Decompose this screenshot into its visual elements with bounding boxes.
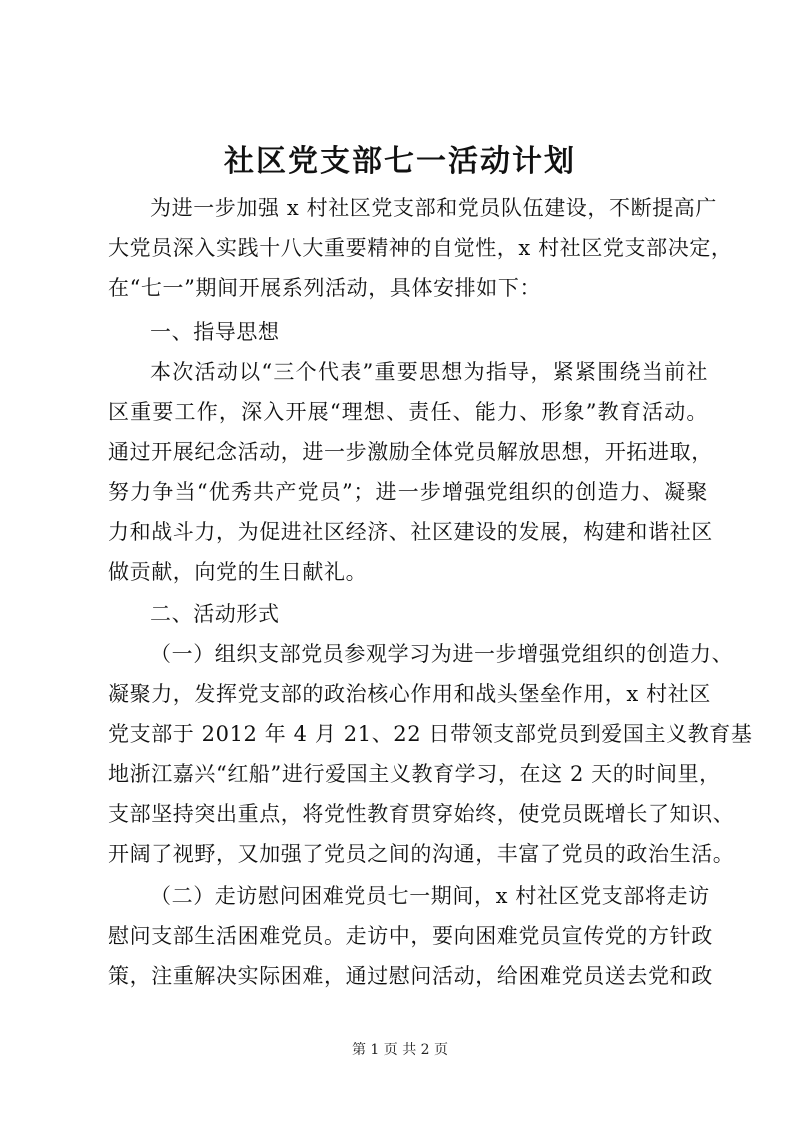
page-number-footer: 第 1 页 共 2 页 (351, 1042, 449, 1058)
paragraph-line: 区重要工作，深入开展“理想、责任、能力、形象”教育活动。 (108, 400, 708, 424)
paragraph-line: 为进一步加强 x 村社区党支部和党员队伍建设，不断提高广 (150, 196, 717, 220)
paragraph-line: 在“七一”期间开展系列活动，具体安排如下： (108, 276, 542, 300)
paragraph-line: 支部坚持突出重点，将党性教育贯穿始终，使党员既增长了知识、 (108, 802, 735, 826)
paragraph-line: （二）走访慰问困难党员七一期间，x 村社区党支部将走访 (150, 884, 710, 908)
paragraph-line: 大党员深入实践十八大重要精神的自觉性，x 村社区党支部决定， (108, 236, 733, 260)
paragraph-line: 党支部于 2012 年 4 月 21、22 日带领支部党员到爱国主义教育基 (108, 722, 753, 746)
paragraph-line: 本次活动以“三个代表”重要思想为指导，紧紧围绕当前社 (150, 360, 708, 384)
paragraph-line: 做贡献，向党的生日献礼。 (108, 560, 368, 584)
paragraph-line: 策，注重解决实际困难，通过慰问活动，给困难党员送去党和政 (108, 964, 713, 988)
paragraph-line: 慰问支部生活困难党员。走访中，要向困难党员宣传党的方针政 (108, 924, 713, 948)
section-heading: 二、活动形式 (150, 602, 280, 626)
paragraph-line: 开阔了视野，又加强了党员之间的沟通，丰富了党员的政治生活。 (108, 842, 735, 866)
paragraph-line: 地浙江嘉兴“红船”进行爱国主义教育学习，在这 2 天的时间里， (108, 762, 721, 786)
paragraph-line: 通过开展纪念活动，进一步激励全体党员解放思想，开拓进取， (108, 440, 713, 464)
section-heading: 一、指导思想 (150, 320, 280, 344)
paragraph-line: （一）组织支部党员参观学习为进一步增强党组织的创造力、 (150, 642, 734, 666)
paragraph-line: 凝聚力，发挥党支部的政治核心作用和战头堡垒作用，x 村社区 (108, 682, 711, 706)
paragraph-line: 力和战斗力，为促进社区经济、社区建设的发展，构建和谐社区 (108, 520, 713, 544)
paragraph-line: 努力争当“优秀共产党员”；进一步增强党组织的创造力、凝聚 (108, 480, 708, 504)
document-title: 社区党支部七一活动计划 (224, 144, 576, 179)
